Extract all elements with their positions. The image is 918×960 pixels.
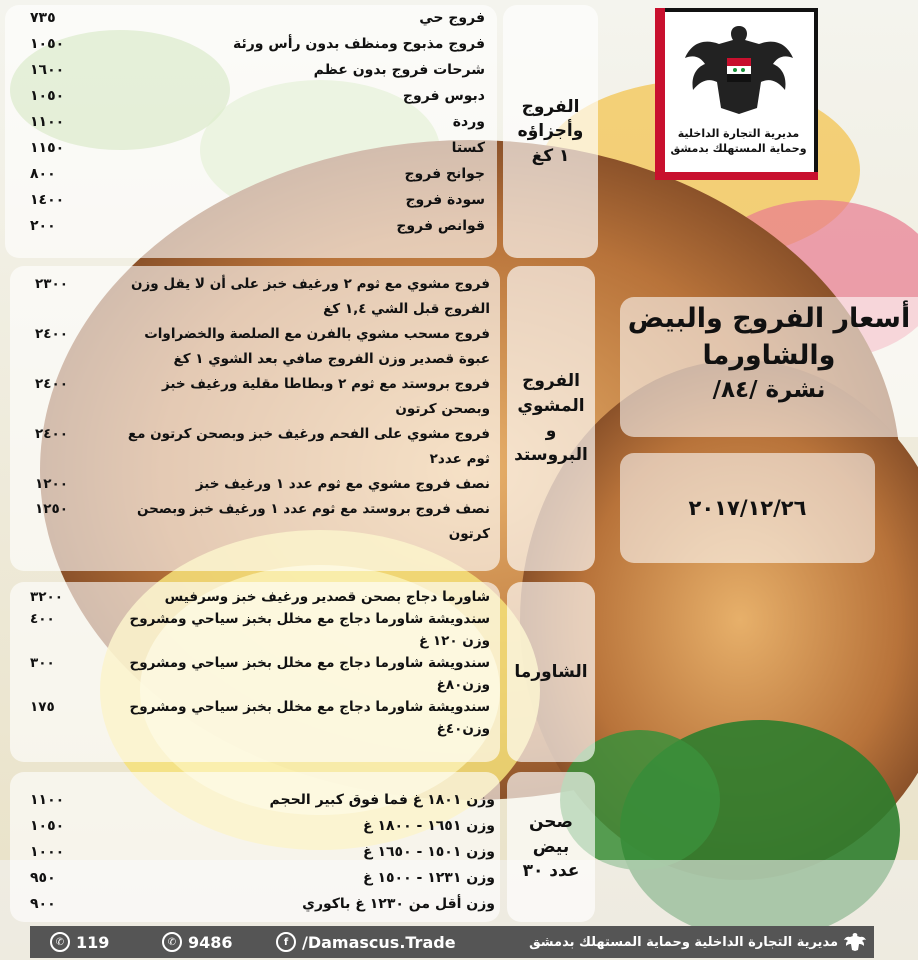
item-price: ٢٣٠٠ <box>35 276 68 292</box>
logo-line-1: مديرية التجارة الداخلية <box>677 127 800 140</box>
item-price: ٢٤٠٠ <box>35 376 68 392</box>
item-label: سندويشة شاورما دجاج مع مخلل بخبز سياحي ومشروح وزن٤٠غ <box>129 699 490 737</box>
logo-bottom-bar <box>665 172 818 180</box>
item-label: فروج مشوي على الفحم ورغيف خبز وبصحن كرتون مع ثوم عدد٢ <box>127 426 490 467</box>
footer-phone-9486 <box>162 926 233 958</box>
item-label: فروج مذبوح ومنظف بدون رأس ورئة <box>233 36 485 52</box>
footer-bar <box>30 926 874 958</box>
logo-red-bar <box>655 8 665 180</box>
section-category-shawarma <box>507 582 595 762</box>
bulletin-title <box>620 297 918 437</box>
price-list-chicken-parts <box>30 10 485 244</box>
item-label: وزن ١٢٣١ - ١٥٠٠ غ <box>363 870 495 886</box>
section-category-chicken-parts <box>503 5 598 258</box>
list-item <box>30 10 485 36</box>
item-price: ١١٠٠ <box>30 114 65 130</box>
item-label: قوانص فروج <box>396 218 485 234</box>
item-price: ١١٥٠ <box>30 140 65 156</box>
list-item <box>30 88 485 114</box>
item-label: سودة فروج <box>405 192 485 208</box>
item-price: ١٠٥٠ <box>30 36 65 52</box>
list-item <box>35 497 490 547</box>
category-label: الفروج وأجزاؤه ١ كغ <box>517 96 584 166</box>
list-item <box>30 140 485 166</box>
item-label: سندويشة شاورما دجاج مع مخلل بخبز سياحي ومشروح وزن ١٢٠ غ <box>129 611 490 649</box>
item-label: نصف فروج بروستد مع ثوم عدد ١ ورغيف خبز وبصحن كرتون <box>136 501 490 542</box>
list-item <box>30 36 485 62</box>
footer-organization <box>529 926 866 958</box>
price-list-shawarma <box>30 586 490 740</box>
list-item <box>30 218 485 244</box>
title-line-1: أسعار الفروج والبيض <box>627 303 911 334</box>
item-price: ٤٠٠ <box>30 611 55 627</box>
item-price: ٢٤٠٠ <box>35 326 68 342</box>
item-label: شرحات فروج بدون عظم <box>313 62 485 78</box>
item-price: ١٠٠٠ <box>30 844 65 860</box>
item-price: ٢٤٠٠ <box>35 426 68 442</box>
price-list-eggs <box>30 792 495 922</box>
list-item <box>30 792 495 818</box>
item-label: وزن ١٨٠١ غ فما فوق كبير الحجم <box>269 792 495 808</box>
item-price: ٩٠٠ <box>30 896 56 912</box>
facebook-page[interactable]: /Damascus.Trade <box>302 932 456 952</box>
list-item <box>30 608 490 652</box>
item-price: ١١٠٠ <box>30 792 65 808</box>
title-line-2: والشاورما <box>702 340 836 371</box>
item-price: ٢٠٠ <box>30 218 56 234</box>
list-item <box>35 422 490 472</box>
phone-icon: ✆ <box>50 932 70 952</box>
item-label: جوانح فروج <box>404 166 485 182</box>
footer-facebook[interactable] <box>276 926 456 958</box>
bulletin-date: ٢٠١٧/١٢/٢٦ <box>620 453 875 563</box>
list-item <box>35 472 490 497</box>
item-label: فروج حي <box>419 10 485 26</box>
item-label: وزن ١٦٥١ - ١٨٠٠ غ <box>363 818 495 834</box>
item-label: فروج مشوي مع ثوم ٢ ورغيف خبز على أن لا يقل وزن الفروج قبل الشي ١,٤ كغ <box>131 276 490 317</box>
ministry-logo <box>655 8 818 180</box>
list-item <box>30 192 485 218</box>
list-item <box>30 586 490 608</box>
list-item <box>35 272 490 322</box>
list-item <box>30 818 495 844</box>
list-item <box>35 322 490 372</box>
item-label: وزن ١٥٠١ - ١٦٥٠ غ <box>363 844 495 860</box>
logo-caption <box>669 127 808 157</box>
category-label: الفروج المشوي و البروستد <box>514 371 588 466</box>
item-price: ١٦٠٠ <box>30 62 65 78</box>
list-item <box>30 844 495 870</box>
bulletin-number: نشرة /٨٤/ <box>712 377 826 403</box>
item-price: ٣٠٠ <box>30 655 55 671</box>
item-price: ٧٣٥ <box>30 10 56 26</box>
footer-phone-119 <box>50 926 109 958</box>
phone-icon: ✆ <box>162 932 182 952</box>
organization-name: مديرية التجارة الداخلية وحماية المستهلك بدمشق <box>529 934 838 950</box>
item-label: دبوس فروج <box>402 88 485 104</box>
item-label: شاورما دجاج بصحن قصدير ورغيف خبز وسرفيس <box>164 589 490 605</box>
item-price: ١٢٠٠ <box>35 476 68 492</box>
eagle-emblem-icon <box>679 18 799 118</box>
list-item <box>30 652 490 696</box>
price-list-grilled-broasted <box>35 272 490 547</box>
list-item <box>30 870 495 896</box>
item-price: ٩٥٠ <box>30 870 56 886</box>
list-item <box>30 166 485 192</box>
list-item <box>30 114 485 140</box>
item-label: كستا <box>451 140 485 156</box>
item-price: ١٧٥ <box>30 699 55 715</box>
section-category-eggs <box>507 772 595 922</box>
list-item <box>30 62 485 88</box>
list-item <box>35 372 490 422</box>
item-label: نصف فروج مشوي مع ثوم عدد ١ ورغيف خبز <box>195 476 490 492</box>
category-label: الشاورما <box>514 661 588 682</box>
item-label: وزن أقل من ١٢٣٠ غ باكوري <box>302 896 495 912</box>
item-price: ١٤٠٠ <box>30 192 65 208</box>
item-price: ٣٢٠٠ <box>30 589 63 605</box>
item-label: وردة <box>452 114 485 130</box>
phone-number-2: 9486 <box>188 932 233 952</box>
eagle-emblem-icon <box>844 932 866 952</box>
list-item <box>30 696 490 740</box>
phone-number-1: 119 <box>76 932 110 952</box>
section-category-grilled-broasted <box>507 266 595 571</box>
item-label: فروج بروستد مع ثوم ٢ وبطاطا مقلية ورغيف خبز وبصحن كرتون <box>161 376 490 417</box>
list-item <box>30 896 495 922</box>
item-price: ٨٠٠ <box>30 166 56 182</box>
category-label: صحن بيض عدد ٣٠ <box>522 812 580 882</box>
facebook-icon: f <box>276 932 296 952</box>
item-price: ١٢٥٠ <box>35 501 68 517</box>
item-label: سندويشة شاورما دجاج مع مخلل بخبز سياحي ومشروح وزن٨٠غ <box>129 655 490 693</box>
logo-line-2: وحماية المستهلك بدمشق <box>670 141 807 155</box>
item-label: فروج مسحب مشوي بالفرن مع الصلصة والخضراوات عبوة قصدير وزن الفروج صافي بعد الشوي ١ كغ <box>144 326 490 367</box>
item-price: ١٠٥٠ <box>30 88 65 104</box>
item-price: ١٠٥٠ <box>30 818 65 834</box>
